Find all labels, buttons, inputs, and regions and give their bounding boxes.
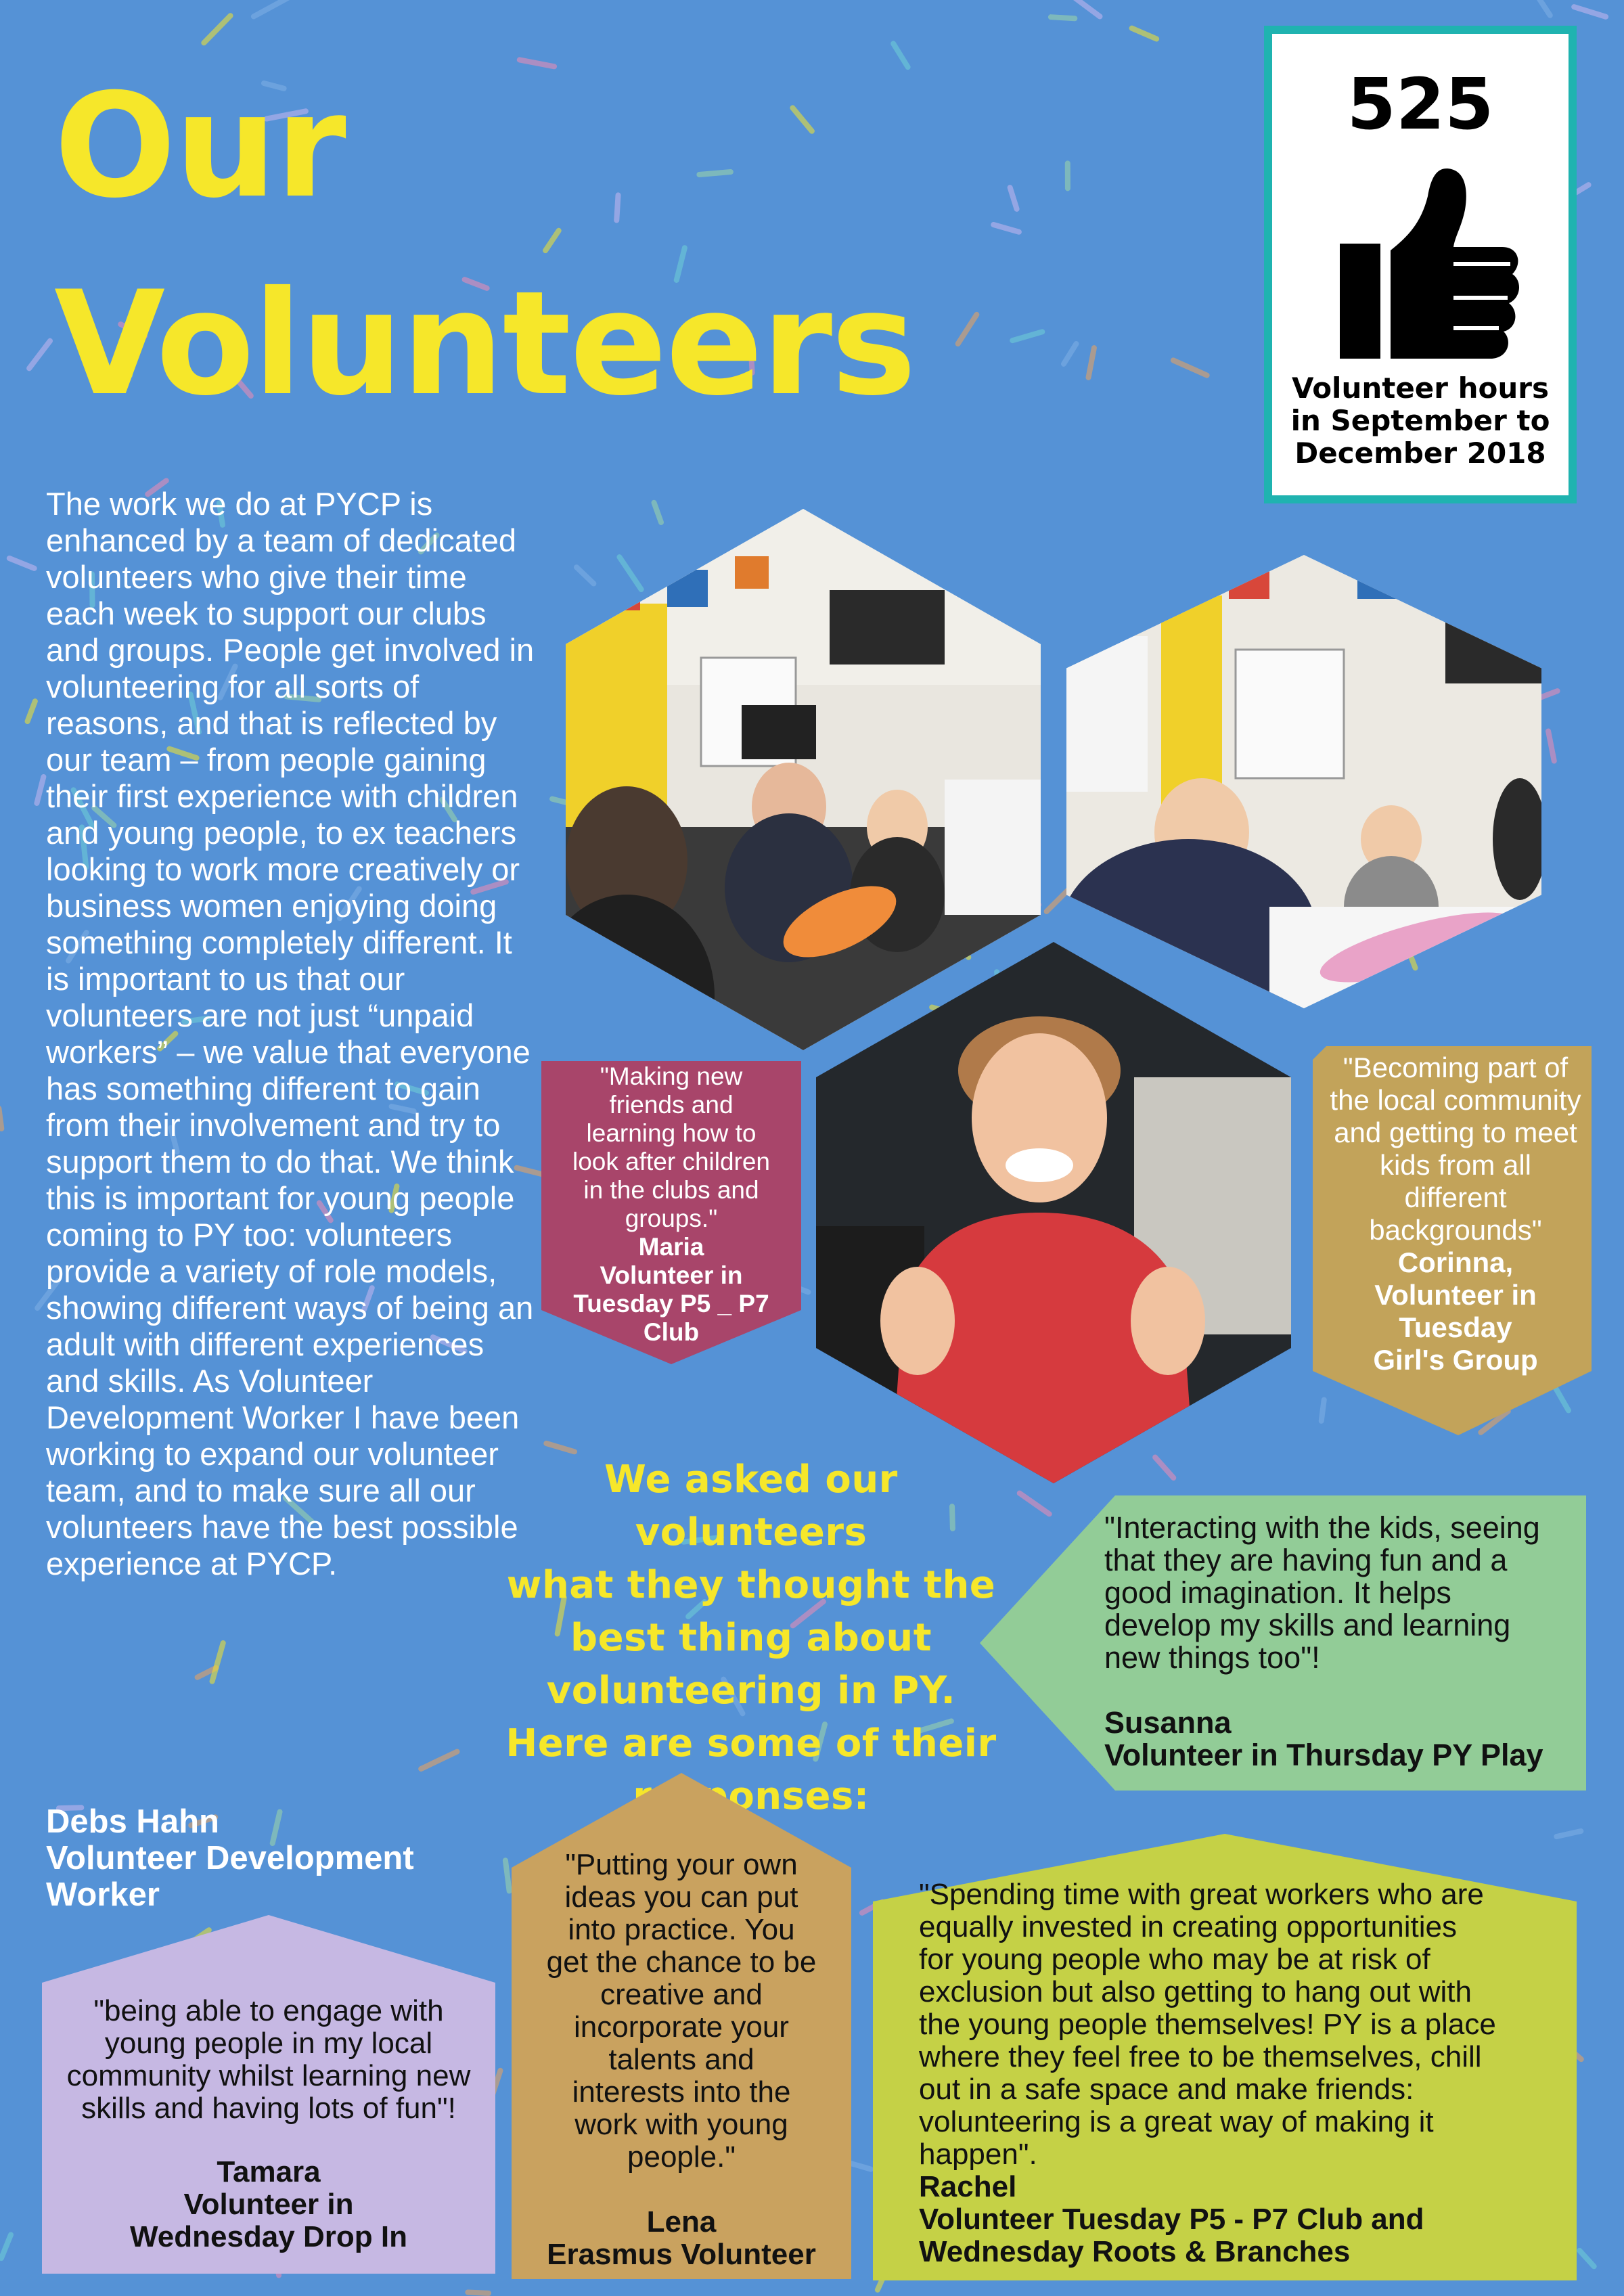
quote-author — [919, 2171, 1496, 2268]
quote-line: in the clubs and — [583, 1176, 759, 1204]
confetti-piece — [1132, 28, 1156, 39]
confetti-piece — [1064, 344, 1076, 364]
confetti-piece — [9, 558, 35, 568]
intro-paragraph: The work we do at PYCP is enhanced by a team of dedicated volunteers who give their time each week to support our clubs and groups. People get involved in volunteering for all sorts of reasons, and that is reflected by our team – from people gaining their first experience with children and young people, to ex teachers looking to work more creatively or business women enjoying doing something completely different. It is important to us that our volunteers are not just “unpaid workers” – we value that everyone has something different to gain from their involvement and try to support them to do that. We think this is important for young people coming to PY too: volunteers provide a variety of role models, showing different ways of being an adult with different experiences and skills. As Volunteer Development Worker I have been working to expand our volunteer team, and to make sure all our volunteers have the best possible experience at PYCP. — [46, 486, 535, 1581]
quote-line: young people in my local — [104, 2027, 433, 2060]
quote-line: good imagination. It helps — [1104, 1575, 1451, 1610]
quote-line: volunteering is a great way of making it — [919, 2105, 1434, 2138]
quote-card-lena — [512, 1773, 851, 2279]
quote-line: skills and having lots of fun"! — [81, 2092, 456, 2125]
confetti-piece — [1155, 1458, 1173, 1478]
author-line: Volunteer in — [600, 1261, 743, 1289]
quote-line: the young people themselves! PY is a place — [919, 2008, 1496, 2041]
quote-line: that they are having fun and a — [1104, 1543, 1508, 1577]
quote-line: look after children — [572, 1148, 771, 1175]
author-line: Corinna, — [1397, 1246, 1514, 1278]
quote-line: "Spending time with great workers who are — [919, 1878, 1484, 1911]
quote-line: incorporate your — [574, 2010, 789, 2044]
confetti-piece — [577, 567, 593, 583]
quote-line: work with young — [574, 2108, 788, 2141]
title-line-2: Volunteers — [54, 260, 916, 427]
author-line: Volunteer in Thursday PY Play — [1104, 1738, 1543, 1772]
quote-line: groups." — [625, 1205, 718, 1232]
quote-text — [919, 1878, 1496, 2268]
author-line: Tamara — [217, 2155, 321, 2188]
quote-line: equally invested in creating opportunities — [919, 1910, 1457, 1943]
quote-line: into practice. You — [568, 1913, 795, 1946]
quote-line: the local community — [1330, 1084, 1581, 1116]
author-line: Erasmus Volunteer — [547, 2238, 816, 2271]
quote-line: happen". — [919, 2138, 1037, 2171]
quote-line: "Making new — [600, 1062, 743, 1090]
quote-line: friends and — [609, 1091, 734, 1119]
confetti-piece — [28, 701, 35, 721]
quote-text — [547, 1062, 796, 1347]
quote-line: different — [1404, 1181, 1507, 1213]
quote-line: "Becoming part of — [1343, 1052, 1569, 1083]
quote-card-corinna — [1313, 1046, 1604, 1435]
quote-line: people." — [627, 2140, 736, 2174]
quote-text — [512, 1849, 851, 2271]
quote-line: and getting to meet — [1334, 1117, 1577, 1148]
confetti-piece — [1173, 360, 1207, 375]
quote-line: backgrounds" — [1369, 1214, 1542, 1246]
confetti-piece — [37, 777, 43, 803]
quote-author — [512, 2206, 851, 2271]
quote-line: "Putting your own — [565, 1848, 798, 1881]
author-line: Tuesday P5 _ P7 — [573, 1290, 769, 1318]
confetti-piece — [1548, 731, 1554, 761]
quote-card-tamara — [42, 1915, 495, 2274]
quote-line: kids from all — [1379, 1149, 1532, 1181]
author-line: Lena — [646, 2205, 717, 2238]
confetti-piece — [254, 0, 290, 16]
author-line: Girl's Group — [1373, 1344, 1538, 1376]
quote-line: new things too"! — [1104, 1640, 1320, 1675]
title-line-1: Our — [54, 62, 345, 229]
page-title — [54, 47, 915, 443]
heading-line: what they thought the — [506, 1563, 996, 1607]
quote-line: ideas you can put — [564, 1881, 798, 1914]
confetti-piece — [1010, 187, 1017, 209]
quote-line: community whilst learning new — [66, 2059, 471, 2092]
confetti-piece — [1574, 7, 1606, 17]
quote-line: learning how to — [586, 1119, 757, 1147]
responses-heading — [501, 1454, 1001, 1823]
quote-card-maria — [541, 1061, 801, 1364]
stat-label-line: December 2018 — [1294, 436, 1546, 470]
author-line: Maria — [638, 1233, 704, 1261]
confetti-piece — [1012, 332, 1042, 340]
confetti-piece — [29, 341, 50, 369]
volunteer-hours-card — [1264, 26, 1577, 503]
author-line: Volunteer in — [1374, 1279, 1537, 1311]
confetti-piece — [958, 315, 977, 344]
volunteer-hours-value: 525 — [1347, 63, 1494, 145]
author-line: Tuesday — [1399, 1311, 1512, 1343]
heading-line: We asked our volunteers — [604, 1458, 898, 1554]
quote-author — [547, 1233, 796, 1347]
confetti-piece — [1089, 348, 1094, 378]
confetti-piece — [1, 2234, 11, 2258]
confetti-piece — [1535, 0, 1550, 16]
confetti-piece — [1073, 0, 1100, 16]
author-line: Volunteer in — [183, 2188, 354, 2221]
author-signature — [46, 1803, 547, 1913]
thumbs-up-icon — [1326, 162, 1522, 365]
heading-line: best thing about — [570, 1616, 932, 1660]
author-line: Susanna — [1104, 1705, 1232, 1740]
stat-label-line: Volunteer hours — [1291, 372, 1549, 405]
author-name: Debs Hahn — [46, 1803, 219, 1840]
author-line: Club — [643, 1318, 700, 1346]
confetti-piece — [212, 1643, 223, 1682]
heading-line: responses: — [633, 1774, 870, 1818]
quote-line: interests into the — [572, 2075, 791, 2109]
quote-line: get the chance to be — [546, 1945, 817, 1979]
heading-line: volunteering in PY. — [546, 1669, 956, 1713]
author-line: Wednesday Drop In — [130, 2220, 407, 2253]
confetti-piece — [421, 1752, 457, 1769]
quote-author — [1104, 1707, 1543, 1772]
quote-author — [1313, 1246, 1598, 1376]
quote-text — [42, 1995, 495, 2253]
confetti-piece — [1579, 2251, 1594, 2266]
confetti-piece — [546, 1443, 574, 1451]
confetti-piece — [993, 225, 1019, 232]
confetti-piece — [204, 16, 230, 43]
quote-line: exclusion but also getting to hang out with — [919, 1975, 1472, 2008]
heading-line: Here are some of their — [505, 1721, 997, 1765]
quote-author — [42, 2156, 495, 2253]
quote-line: where they feel free to be themselves, chill — [919, 2040, 1482, 2073]
stat-label-line: in September to — [1290, 404, 1550, 437]
confetti-piece — [654, 503, 661, 522]
quote-line: develop my skills and learning — [1104, 1608, 1511, 1642]
confetti-piece — [1051, 17, 1075, 18]
author-line: Volunteer Tuesday P5 - P7 Club and — [919, 2203, 1424, 2236]
quote-text — [1104, 1512, 1543, 1772]
quote-text — [1313, 1052, 1598, 1376]
quote-line: out in a safe space and make friends: — [919, 2073, 1414, 2106]
author-role-line: Worker — [46, 1876, 160, 1913]
quote-line: for young people who may be at risk of — [919, 1943, 1430, 1976]
quote-line: talents and — [608, 2043, 754, 2076]
author-role-line: Volunteer Development — [46, 1840, 414, 1876]
quote-card-susanna — [980, 1495, 1586, 1791]
confetti-piece — [619, 557, 641, 589]
author-line: Rachel — [919, 2170, 1017, 2203]
author-line: Wednesday Roots & Branches — [919, 2235, 1351, 2268]
quote-card-rachel — [873, 1834, 1577, 2280]
volunteer-hours-label — [1272, 372, 1569, 470]
quote-line: creative and — [600, 1978, 763, 2011]
quote-line: "Interacting with the kids, seeing — [1104, 1510, 1540, 1545]
confetti-piece — [0, 1108, 1, 1129]
quote-line: "being able to engage with — [93, 1994, 444, 2027]
